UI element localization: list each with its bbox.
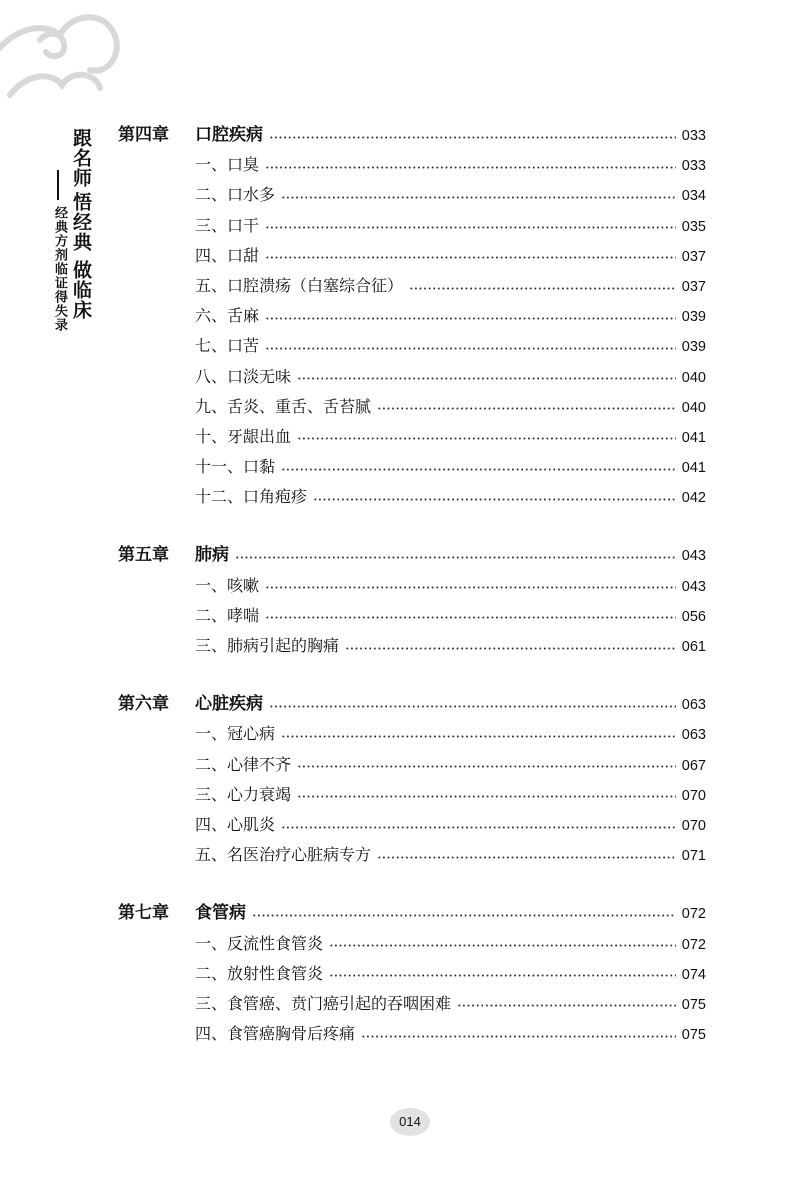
toc-section-row[interactable]	[118, 750, 706, 780]
side-book-title	[48, 128, 94, 358]
chapter-number: 第七章	[118, 903, 169, 924]
section-title: 十、牙龈出血	[195, 426, 292, 446]
dot-leader	[377, 407, 676, 410]
section-page-number: 040	[681, 369, 706, 386]
table-of-contents	[118, 120, 706, 1077]
section-page-number: 063	[681, 727, 706, 744]
toc-section-row[interactable]	[118, 929, 706, 959]
toc-section-row[interactable]	[118, 392, 706, 422]
section-page-number: 070	[681, 817, 706, 834]
section-title: 五、口腔溃疡（白塞综合征）	[195, 275, 404, 295]
dot-leader	[361, 1035, 676, 1038]
toc-section-row[interactable]	[118, 989, 706, 1019]
toc-section-row[interactable]	[118, 631, 706, 661]
dot-leader	[235, 556, 676, 559]
section-title: 一、冠心病	[195, 724, 276, 744]
toc-section-row[interactable]	[118, 571, 706, 601]
toc-section-row[interactable]	[118, 150, 706, 180]
toc-chapter	[118, 898, 706, 1049]
dot-leader	[281, 468, 676, 471]
section-title: 二、哮喘	[195, 605, 260, 625]
dot-leader	[265, 226, 676, 229]
toc-section-row[interactable]	[118, 601, 706, 631]
toc-section-row[interactable]	[118, 180, 706, 210]
chapter-number: 第四章	[118, 125, 169, 145]
toc-section-row[interactable]	[118, 211, 706, 241]
chapter-title: 心脏疾病	[195, 694, 263, 715]
toc-chapter	[118, 120, 706, 512]
section-page-number: 056	[681, 608, 706, 625]
side-subtitle: 经典方剂临证得失录	[52, 206, 67, 332]
toc-section-row[interactable]	[118, 271, 706, 301]
section-title: 二、口水多	[195, 185, 276, 205]
toc-chapter-row[interactable]	[118, 898, 706, 928]
section-title: 三、肺病引起的胸痛	[195, 636, 340, 655]
section-title: 一、反流性食管炎	[195, 933, 324, 953]
section-title: 三、心力衰竭	[195, 784, 292, 804]
section-title: 一、口臭	[195, 155, 260, 175]
section-page-number: 039	[681, 339, 706, 356]
side-title-line2: 悟经典 做临床	[70, 192, 92, 320]
section-title: 二、心律不齐	[195, 754, 292, 774]
dot-leader	[329, 944, 676, 947]
section-page-number: 033	[681, 158, 706, 175]
section-page-number: 071	[681, 848, 706, 865]
section-page-number: 075	[681, 996, 706, 1013]
toc-section-row[interactable]	[118, 840, 706, 870]
dot-leader	[457, 1004, 676, 1007]
section-page-number: 037	[681, 248, 706, 265]
toc-section-row[interactable]	[118, 959, 706, 989]
side-title-line1: 跟名师	[70, 128, 92, 188]
chapter-page-number: 043	[681, 548, 706, 565]
toc-section-row[interactable]	[118, 810, 706, 840]
section-title: 四、心肌炎	[195, 814, 276, 834]
section-title: 八、口淡无味	[195, 366, 292, 386]
chapter-page-number: 033	[681, 128, 706, 144]
cloud-ornament	[0, 0, 130, 140]
section-title: 二、放射性食管炎	[195, 963, 324, 983]
dot-leader	[252, 914, 676, 917]
section-title: 四、食管癌胸骨后疼痛	[195, 1024, 356, 1044]
page-number: 014	[390, 1108, 430, 1136]
toc-chapter	[118, 540, 706, 661]
toc-section-row[interactable]	[118, 780, 706, 810]
section-title: 七、口苦	[195, 336, 260, 356]
toc-section-row[interactable]	[118, 482, 706, 512]
chapter-title: 肺病	[195, 545, 229, 566]
dot-leader	[313, 498, 676, 501]
toc-section-row[interactable]	[118, 301, 706, 331]
section-title: 三、食管癌、贲门癌引起的吞咽困难	[195, 993, 452, 1013]
section-title: 十二、口角疱疹	[195, 487, 308, 507]
section-page-number: 035	[681, 218, 706, 235]
toc-section-row[interactable]	[118, 362, 706, 392]
toc-section-row[interactable]	[118, 452, 706, 482]
dot-leader	[297, 437, 676, 440]
chapter-page-number: 063	[681, 697, 706, 714]
section-page-number: 043	[681, 578, 706, 595]
dot-leader	[297, 377, 676, 380]
chapter-number: 第五章	[118, 545, 169, 566]
toc-section-row[interactable]	[118, 1019, 706, 1049]
section-page-number: 070	[681, 787, 706, 804]
section-title: 一、咳嗽	[195, 575, 260, 595]
chapter-title: 口腔疾病	[195, 125, 263, 145]
toc-section-row[interactable]	[118, 241, 706, 271]
section-page-number: 041	[681, 460, 706, 477]
dot-leader	[265, 616, 676, 619]
dot-leader	[265, 317, 676, 320]
dot-leader	[265, 256, 676, 259]
dot-leader	[269, 136, 676, 139]
section-title: 五、名医治疗心脏病专方	[195, 845, 372, 865]
section-page-number: 075	[681, 1027, 706, 1044]
chapter-page-number: 072	[681, 906, 706, 923]
dot-leader	[281, 735, 676, 738]
dot-leader	[409, 287, 676, 290]
section-page-number: 034	[681, 188, 706, 205]
toc-section-row[interactable]	[118, 719, 706, 749]
chapter-title: 食管病	[195, 903, 246, 924]
toc-section-row[interactable]	[118, 331, 706, 361]
section-title: 十一、口黏	[195, 457, 276, 477]
section-page-number: 041	[681, 429, 706, 446]
dot-leader	[297, 765, 676, 768]
toc-section-row[interactable]	[118, 422, 706, 452]
side-title-dash	[57, 170, 59, 200]
section-title: 三、口干	[195, 215, 260, 235]
section-page-number: 074	[681, 966, 706, 983]
toc-chapter-row[interactable]	[118, 689, 706, 719]
dot-leader	[265, 166, 676, 169]
dot-leader	[281, 196, 676, 199]
section-title: 九、舌炎、重舌、舌苔腻	[195, 396, 372, 416]
section-page-number: 037	[681, 278, 706, 295]
dot-leader	[329, 974, 676, 977]
section-title: 六、舌麻	[195, 306, 260, 326]
section-page-number: 067	[681, 757, 706, 774]
toc-chapter	[118, 689, 706, 870]
dot-leader	[265, 347, 676, 350]
chapter-number: 第六章	[118, 694, 169, 715]
toc-chapter-row[interactable]	[118, 120, 706, 150]
section-page-number: 072	[681, 936, 706, 953]
dot-leader	[377, 856, 676, 859]
dot-leader	[281, 826, 676, 829]
toc-chapter-row[interactable]	[118, 540, 706, 570]
dot-leader	[345, 647, 676, 650]
dot-leader	[265, 586, 676, 589]
section-page-number: 042	[681, 490, 706, 507]
section-page-number: 040	[681, 399, 706, 416]
section-page-number: 039	[681, 309, 706, 326]
section-page-number: 061	[681, 639, 706, 655]
section-title: 四、口甜	[195, 245, 260, 265]
dot-leader	[269, 705, 676, 708]
dot-leader	[297, 795, 676, 798]
